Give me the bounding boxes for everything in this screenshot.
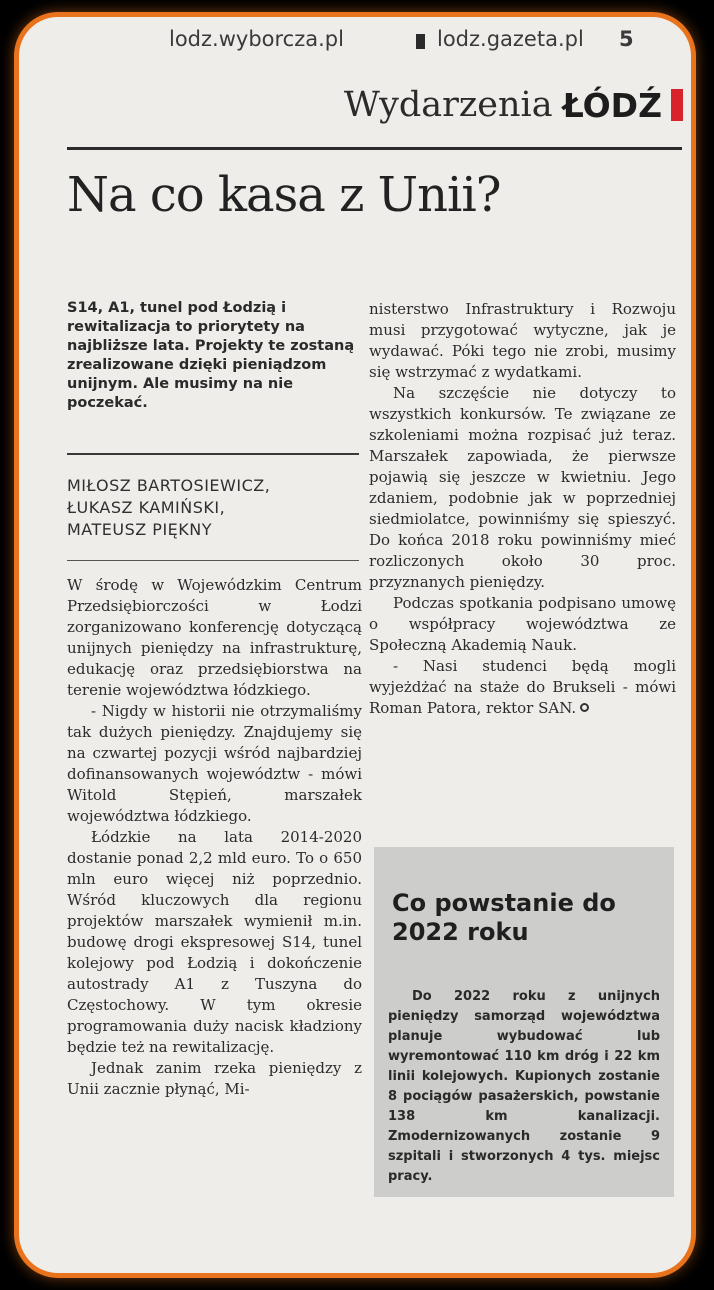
site-url-gazeta: lodz.gazeta.pl — [437, 27, 584, 51]
section-name: Wydarzenia — [343, 85, 553, 125]
page-header — [19, 17, 691, 65]
section-red-bar — [671, 89, 683, 121]
page-number: 5 — [619, 27, 634, 51]
paragraph: nisterstwo Infrastruktury i Rozwoju musi przygotować wytyczne, jak je wydawać. Póki tego nie zrobi, musimy się wstrzymać z wydatkami. — [369, 300, 676, 381]
byline — [67, 475, 367, 541]
article-column-left — [67, 575, 362, 1100]
sidebar-title: Co powstanie do 2022 roku — [392, 889, 616, 946]
author-name: MIŁOSZ BARTOSIEWICZ, — [67, 476, 271, 495]
site-url-wyborcza: lodz.wyborcza.pl — [169, 27, 344, 51]
clipping-frame — [14, 12, 696, 1278]
paragraph: - Nigdy w historii nie otrzymaliśmy tak dużych pieniędzy. Znajdujemy się na czwartej pozycji wśród najbardziej dofinansowanych województw - mówi Witold Stępień, marszałek województwa łódzkiego. — [67, 702, 362, 825]
author-name: ŁUKASZ KAMIŃSKI, — [67, 498, 226, 517]
sidebar-text: Do 2022 roku z unijnych pieniędzy samorząd województwa planuje wybudować lub wyremontować 110 km dróg i 22 km linii kolejowych. Kupionych zostanie 8 pociągów pasażerskich, powstanie 138 km kanalizacji. Zmodernizowanych zostanie 9 szpitali i stworzonych 4 tys. miejsc pracy. — [388, 989, 660, 1184]
headline-rule — [67, 147, 682, 150]
lead-divider — [67, 453, 359, 455]
paragraph: Jednak zanim rzeka pieniędzy z Unii zacznie płynąć, Mi- — [67, 1059, 362, 1098]
paragraph: Podczas spotkania podpisano umowę o współpracy województwa ze Społeczną Akademią Nauk. — [369, 594, 676, 654]
section-city: ŁÓDŹ — [562, 85, 662, 125]
article-column-right — [369, 299, 676, 719]
article-lead: S14, A1, tunel pod Łodzią i rewitalizacja to priorytety na najbliższe lata. Projekty te zostaną zrealizowane dzięki pieniądzom unijnym. Ale musimy na nie poczekać. — [67, 300, 355, 411]
article-headline: Na co kasa z Unii? — [67, 167, 501, 223]
author-name: MATEUSZ PIĘKNY — [67, 520, 213, 539]
paragraph-text: - Nasi studenci będą mogli wyjeżdżać na staże do Brukseli - mówi Roman Patora, rektor SAN. — [369, 657, 676, 717]
paragraph: W środę w Wojewódzkim Centrum Przedsiębiorczości w Łodzi zorganizowano konferencję dotyczącą unijnych pieniędzy na infrastrukturę, edukację oraz przedsiębiorstwa na terenie województwa łódzkiego. — [67, 576, 362, 699]
paragraph: Łódzkie na lata 2014-2020 dostanie ponad 2,2 mld euro. To o 650 mln euro więcej niż poprzednio. Wśród kluczowych dla regionu projektów marszałek wymienił m.in. budowę drogi ekspresowej S14, tunel kolejowy pod Łodzią i dokończenie autostrady A1 z Tuszyna do Częstochowy. W tym okresie programowania duży nacisk kładziony będzie też na rewitalizację. — [67, 828, 362, 1056]
section-label — [344, 75, 683, 135]
paragraph-last — [369, 656, 676, 719]
paragraph: Na szczęście nie dotyczy to wszystkich konkursów. Te związane ze szkoleniami można rozpisać już teraz. Marszałek zapowiada, że pierwsze pojawią się jeszcze w kwietniu. Jego zdaniem, podobnie jak w poprzedniej siedmiolatce, powinniśmy się spieszyć. Do końca 2018 roku powinniśmy mieć rozliczonych około 30 proc. przyznanych pieniędzy. — [369, 384, 676, 591]
sidebar-box — [374, 847, 674, 1197]
end-of-article-icon — [580, 703, 589, 712]
header-separator — [416, 34, 425, 49]
byline-divider — [67, 560, 359, 561]
